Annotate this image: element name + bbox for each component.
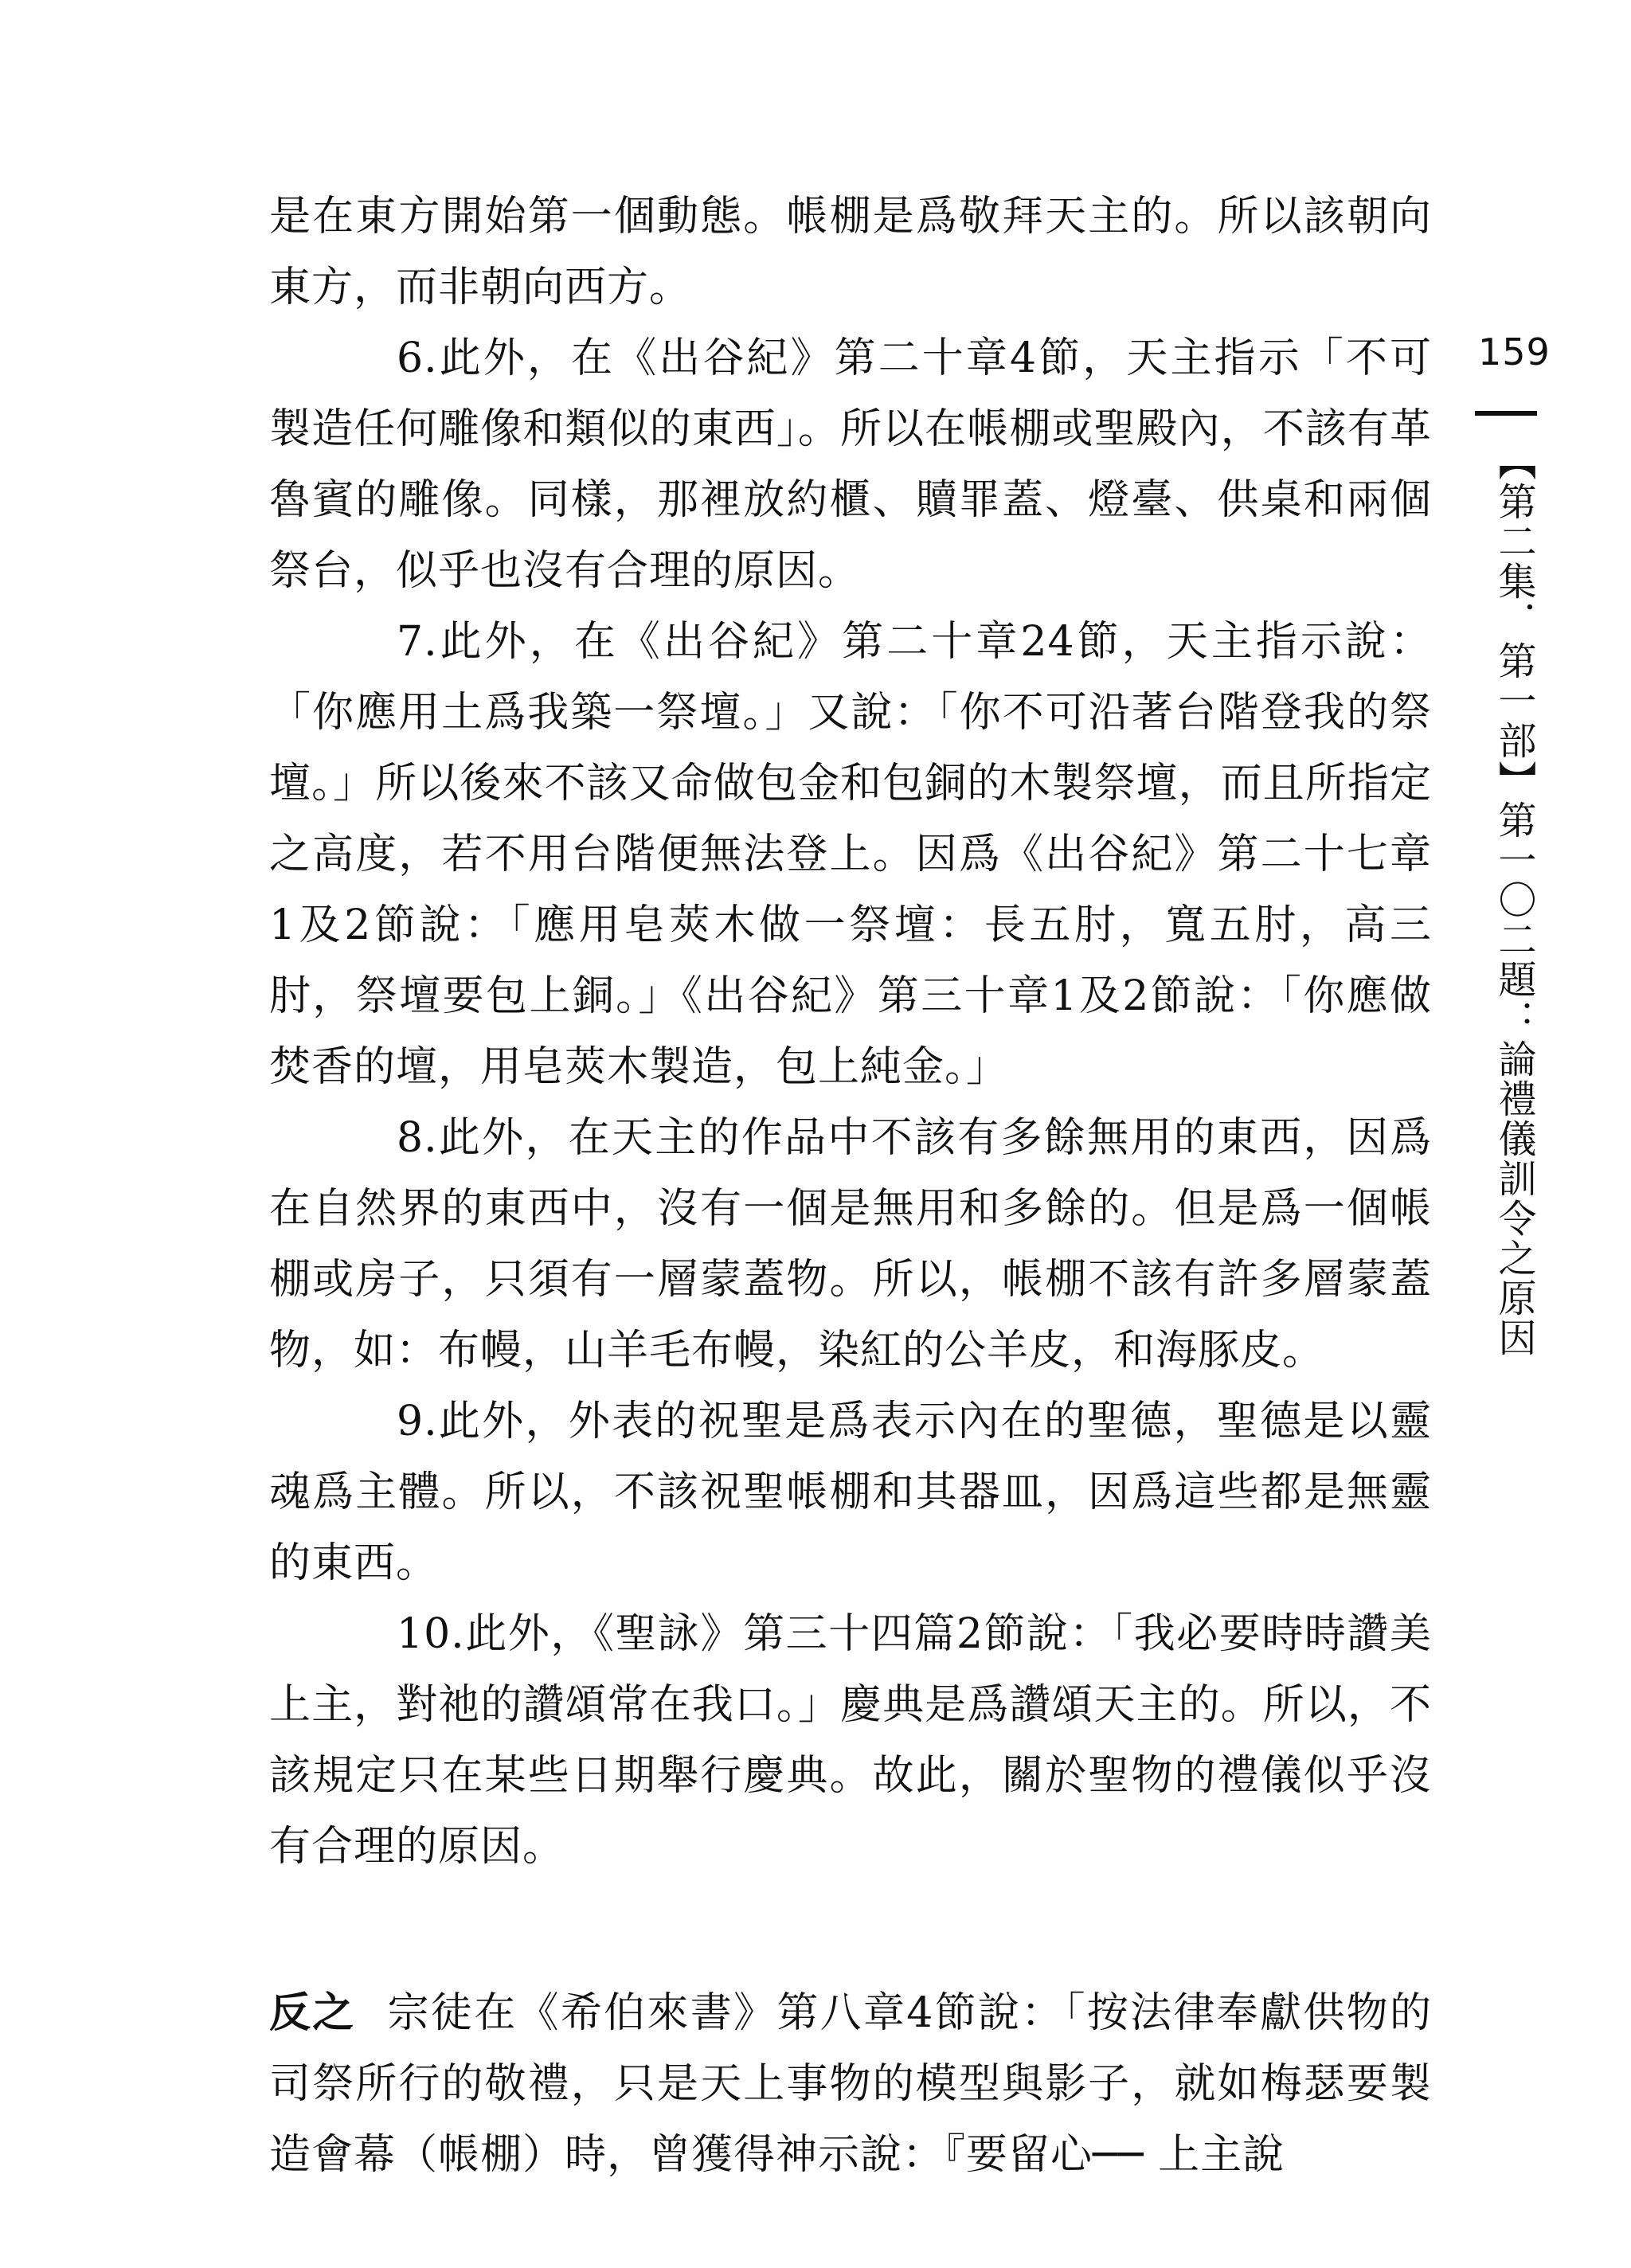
paragraph-objection-6: 6.此外，在《出谷紀》第二十章4節，天主指示「不可製造任何雕像和類似的東西」。所以在帳棚或聖殿內，不該有革魯賓的雕像。同樣，那裡放約櫃、贖罪蓋、燈臺、供桌和兩個祭台，似乎也沒有合理的原因。 — [269, 334, 1432, 595]
contra-label: 反之 — [269, 1989, 356, 2037]
running-head: 【第二集．第一部】第一〇二題：論禮儀訓令之原因 — [1492, 442, 1536, 1358]
paragraph-contra — [269, 1978, 1432, 2191]
margin-rule — [1475, 411, 1537, 416]
paragraph-objection-9: 9.此外，外表的祝聖是爲表示內在的聖德，聖德是以靈魂爲主體。所以，不該祝聖帳棚和其器皿，因爲這些都是無靈的東西。 — [269, 1398, 1432, 1587]
contra-text: 宗徒在《希伯來書》第八章4節說：「按法律奉獻供物的司祭所行的敬禮，只是天上事物的模型與影子，就如梅瑟要製造會幕（帳棚）時，曾獲得神示說：『要留心── 上主說 — [269, 1989, 1432, 2179]
paragraph-continuation: 是在東方開始第一個動態。帳棚是爲敬拜天主的。所以該朝向東方，而非朝向西方。 — [269, 193, 1432, 311]
body-text — [269, 182, 1432, 2191]
paragraph-objection-10: 10.此外，《聖詠》第三十四篇2節說：「我必要時時讚美上主，對祂的讚頌常在我口。」慶典是爲讚頌天主的。所以，不該規定只在某些日期舉行慶典。故此，關於聖物的禮儀似乎沒有合理的原因。 — [269, 1610, 1432, 1871]
paragraph-objection-8: 8.此外，在天主的作品中不該有多餘無用的東西，因爲在自然界的東西中，沒有一個是無用和多餘的。但是爲一個帳棚或房子，只須有一層蒙蓋物。所以，帳棚不該有許多層蒙蓋物，如：布幔，山羊毛布幔，染紅的公羊皮，和海豚皮。 — [269, 1114, 1432, 1374]
page-number: 159 — [1478, 330, 1551, 373]
paragraph-objection-7: 7.此外，在《出谷紀》第二十章24節，天主指示說：「你應用土爲我築一祭壇。」又說：「你不可沿著台階登我的祭壇。」所以後來不該又命做包金和包銅的木製祭壇，而且所指定之高度，若不用台階便無法登上。因爲《出谷紀》第二十七章1及2節說：「應用皂莢木做一祭壇：長五肘，寬五肘，高三肘，祭壇要包上銅。」《出谷紀》第三十章1及2節說：「你應做焚香的壇，用皂莢木製造，包上純金。」 — [269, 618, 1432, 1091]
